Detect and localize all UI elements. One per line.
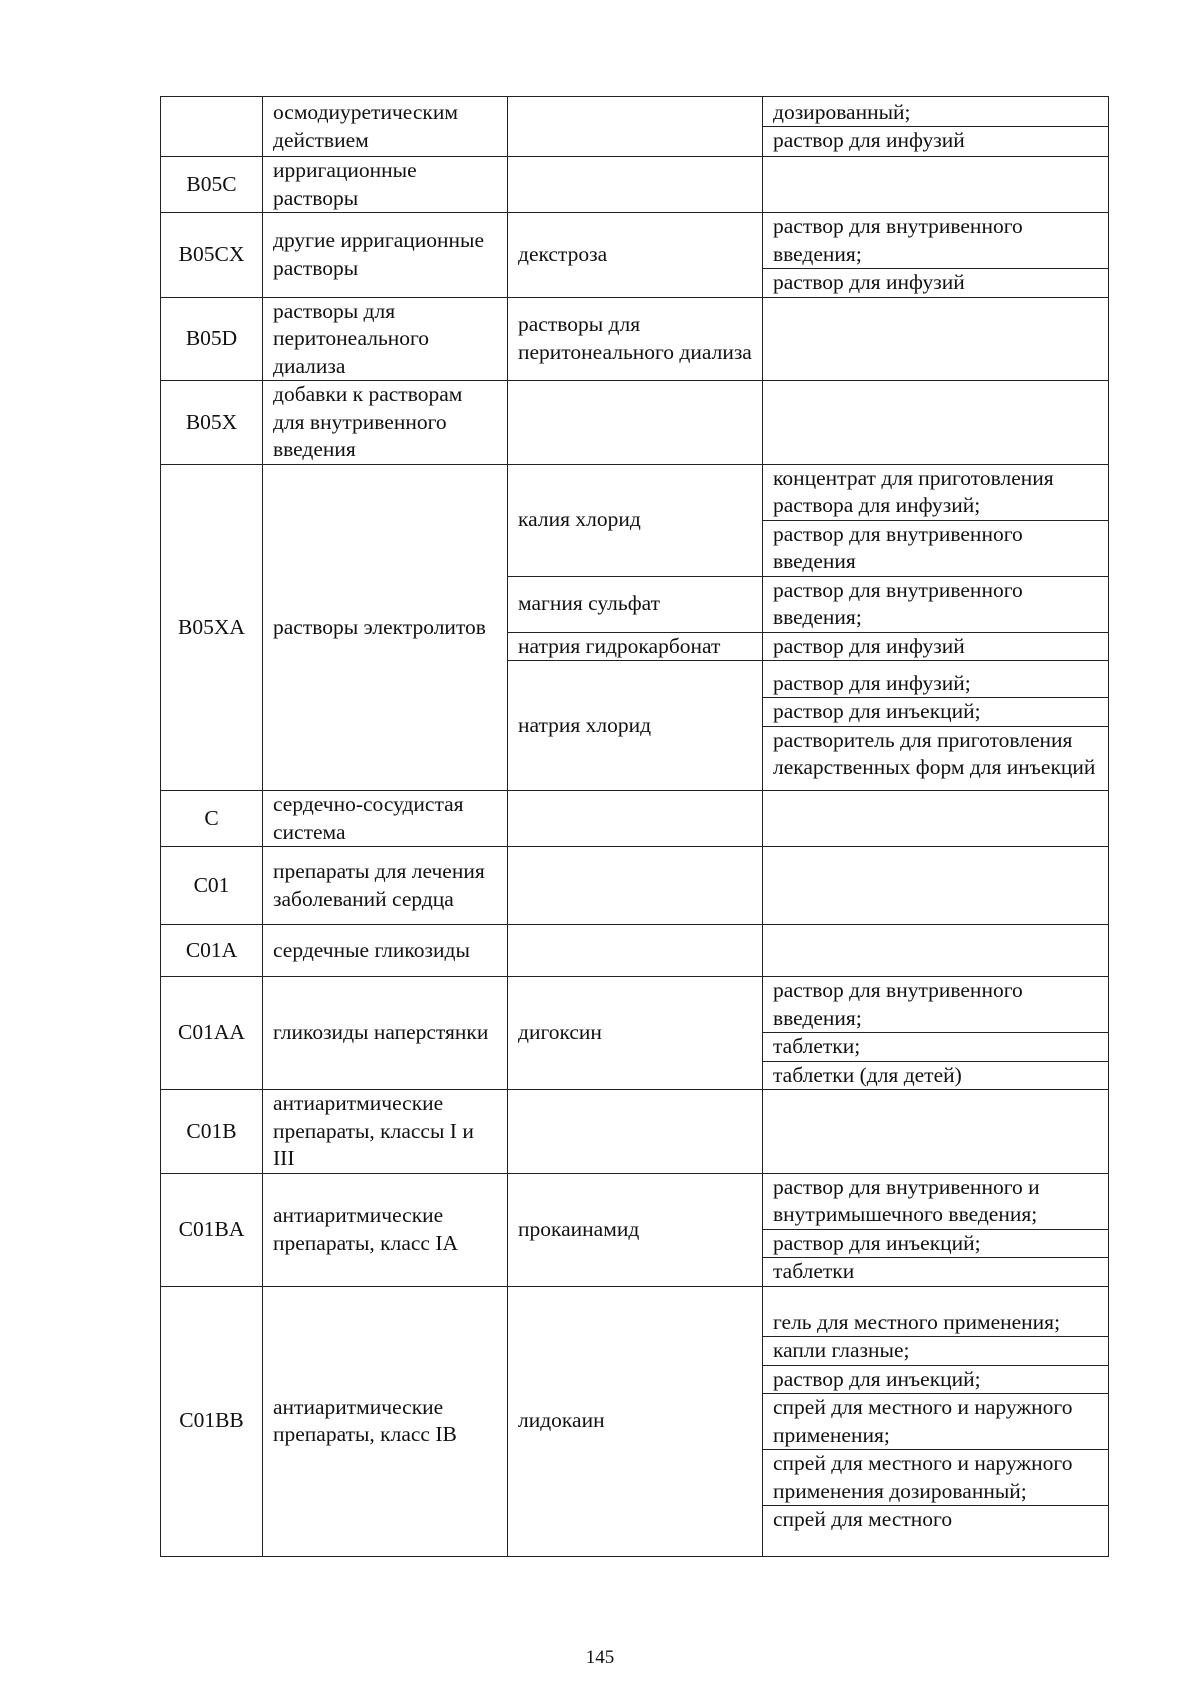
drug-cell (508, 661, 763, 791)
group-name: препараты для лечения заболеваний сердца (273, 859, 485, 911)
forms-cell (763, 297, 1109, 381)
atc-code-cell (161, 847, 263, 925)
forms-cell (763, 925, 1109, 977)
table-row (161, 464, 1109, 576)
drug-name: натрия хлорид (518, 712, 652, 737)
atc-code: C01AA (178, 1020, 245, 1045)
atc-code: C01 (193, 872, 230, 897)
form-item: гель для местного применения; (773, 1309, 1061, 1334)
form-item: раствор для инъекций; (763, 1229, 1108, 1258)
atc-code: B05C (186, 171, 237, 196)
form-item: раствор для инфузий (763, 268, 1108, 297)
table-row (161, 847, 1109, 925)
drug-table-body (161, 97, 1109, 1557)
group-cell (263, 1286, 508, 1556)
group-cell (263, 925, 508, 977)
forms-cell (763, 1090, 1109, 1174)
form-list (773, 465, 1100, 576)
form-item: спрей для местного и наружного применения дозированный; (763, 1449, 1108, 1505)
group-name: другие ирригационные растворы (273, 228, 485, 280)
drug-cell (508, 791, 763, 847)
drug-cell (508, 297, 763, 381)
form-item: раствор для инфузий (763, 126, 1108, 155)
group-cell (263, 297, 508, 381)
forms-cell (763, 847, 1109, 925)
form-item: раствор для инъекций; (763, 697, 1108, 726)
group-cell (263, 157, 508, 213)
atc-code-cell (161, 1090, 263, 1174)
group-cell (263, 977, 508, 1090)
form-item: раствор для внутривенного и внутримышечного введения; (773, 1174, 1040, 1226)
atc-code-cell (161, 1286, 263, 1556)
group-cell (263, 847, 508, 925)
table-row (161, 791, 1109, 847)
form-item: таблетки; (763, 1032, 1108, 1061)
forms-cell (763, 464, 1109, 576)
drug-cell (508, 213, 763, 298)
form-item: растворитель для приготовления лекарственных форм для инъекций (763, 726, 1108, 782)
drug-name: натрия гидрокарбонат (518, 633, 721, 658)
group-cell (263, 464, 508, 791)
drug-cell (508, 1090, 763, 1174)
table-row (161, 213, 1109, 298)
group-cell (263, 97, 508, 157)
forms-cell (763, 977, 1109, 1090)
table-row (161, 297, 1109, 381)
drug-name: растворы для перитонеального диализа (518, 312, 752, 364)
group-cell (263, 1173, 508, 1286)
atc-code-cell (161, 1173, 263, 1286)
atc-code: B05XA (178, 614, 245, 639)
atc-code-cell (161, 464, 263, 791)
atc-code-cell (161, 213, 263, 298)
atc-code-cell (161, 381, 263, 465)
form-item: раствор для инфузий (773, 633, 965, 658)
form-item: раствор для внутривенного введения; (773, 978, 1023, 1030)
drug-cell (508, 1286, 763, 1556)
group-cell (263, 791, 508, 847)
group-name: растворы электролитов (273, 614, 486, 639)
group-name: антиаритмические препараты, классы I и III (273, 1091, 474, 1170)
drug-table (160, 96, 1109, 1557)
drug-cell (508, 632, 763, 661)
atc-code: B05D (185, 326, 238, 350)
group-name: сердечно-сосудистая система (273, 792, 464, 844)
form-item: раствор для внутривенного введения; (773, 577, 1023, 629)
forms-cell (763, 97, 1109, 157)
forms-cell (763, 791, 1109, 847)
atc-code: C01BA (178, 1216, 245, 1241)
atc-code: B05X (185, 409, 238, 434)
form-item: раствор для внутривенного введения; (773, 214, 1023, 266)
atc-code-cell (161, 297, 263, 381)
form-item: капли глазные; (763, 1336, 1108, 1365)
atc-code-cell (161, 977, 263, 1090)
form-list (773, 213, 1100, 297)
form-list (773, 977, 1100, 1089)
drug-cell (508, 464, 763, 576)
drug-cell (508, 157, 763, 213)
form-item: таблетки (763, 1257, 1108, 1286)
drug-name: калия хлорид (518, 507, 641, 532)
drug-name: лидокаин (518, 1408, 605, 1433)
form-item: спрей для местного (763, 1505, 1108, 1534)
atc-code: C01A (185, 937, 238, 962)
atc-code-cell (161, 97, 263, 157)
drug-name: магния сульфат (518, 591, 661, 616)
forms-cell (763, 213, 1109, 298)
drug-cell (508, 1173, 763, 1286)
group-cell (263, 213, 508, 298)
page-number: 145 (585, 1647, 615, 1668)
group-name: добавки к растворам для внутривенного введения (273, 382, 463, 461)
forms-cell (763, 1286, 1109, 1556)
drug-cell (508, 576, 763, 632)
form-item: таблетки (для детей) (763, 1061, 1108, 1090)
group-cell (263, 381, 508, 465)
group-name: растворы для перитонеального диализа (273, 298, 430, 378)
form-item: спрей для местного и наружного применения; (763, 1393, 1108, 1449)
group-name: осмодиуретическим действием (273, 100, 458, 152)
atc-code-cell (161, 157, 263, 213)
atc-code: C01BB (179, 1408, 244, 1433)
group-cell (263, 1090, 508, 1174)
group-name: сердечные гликозиды (273, 937, 470, 962)
forms-cell (763, 1173, 1109, 1286)
form-list (773, 1309, 1100, 1534)
form-list (773, 670, 1100, 782)
table-row (161, 1173, 1109, 1286)
atc-code: C (204, 805, 219, 830)
atc-code: C01B (186, 1118, 237, 1143)
forms-cell (763, 157, 1109, 213)
group-name: гликозиды наперстянки (273, 1020, 489, 1045)
form-list (773, 1174, 1100, 1286)
group-name: антиаритмические препараты, класс IB (273, 1394, 457, 1446)
form-item: раствор для инъекций; (763, 1365, 1108, 1394)
table-row (161, 157, 1109, 213)
form-list (773, 633, 1100, 661)
group-name: ирригационные растворы (273, 158, 417, 210)
form-item: дозированный; (773, 99, 911, 124)
form-item: раствор для инфузий; (773, 670, 971, 695)
form-item: раствор для внутривенного введения (763, 520, 1108, 576)
table-row (161, 925, 1109, 977)
drug-cell (508, 977, 763, 1090)
atc-code-cell (161, 791, 263, 847)
table-row (161, 1090, 1109, 1174)
drug-name: прокаинамид (518, 1216, 640, 1241)
forms-cell (763, 576, 1109, 632)
drug-name: декстроза (518, 242, 608, 266)
forms-cell (763, 661, 1109, 791)
atc-code-cell (161, 925, 263, 977)
group-name: антиаритмические препараты, класс IA (273, 1203, 459, 1255)
forms-cell (763, 381, 1109, 465)
drug-name: дигоксин (518, 1020, 602, 1045)
table-row (161, 977, 1109, 1090)
form-list (773, 577, 1100, 632)
table-row (161, 381, 1109, 465)
drug-cell (508, 847, 763, 925)
forms-cell (763, 632, 1109, 661)
table-row (161, 97, 1109, 157)
form-item: концентрат для приготовления раствора для инфузий; (773, 465, 1054, 517)
drug-cell (508, 925, 763, 977)
drug-cell (508, 97, 763, 157)
drug-cell (508, 381, 763, 465)
table-row (161, 1286, 1109, 1556)
form-list (773, 99, 1100, 155)
atc-code: B05CX (178, 242, 245, 266)
